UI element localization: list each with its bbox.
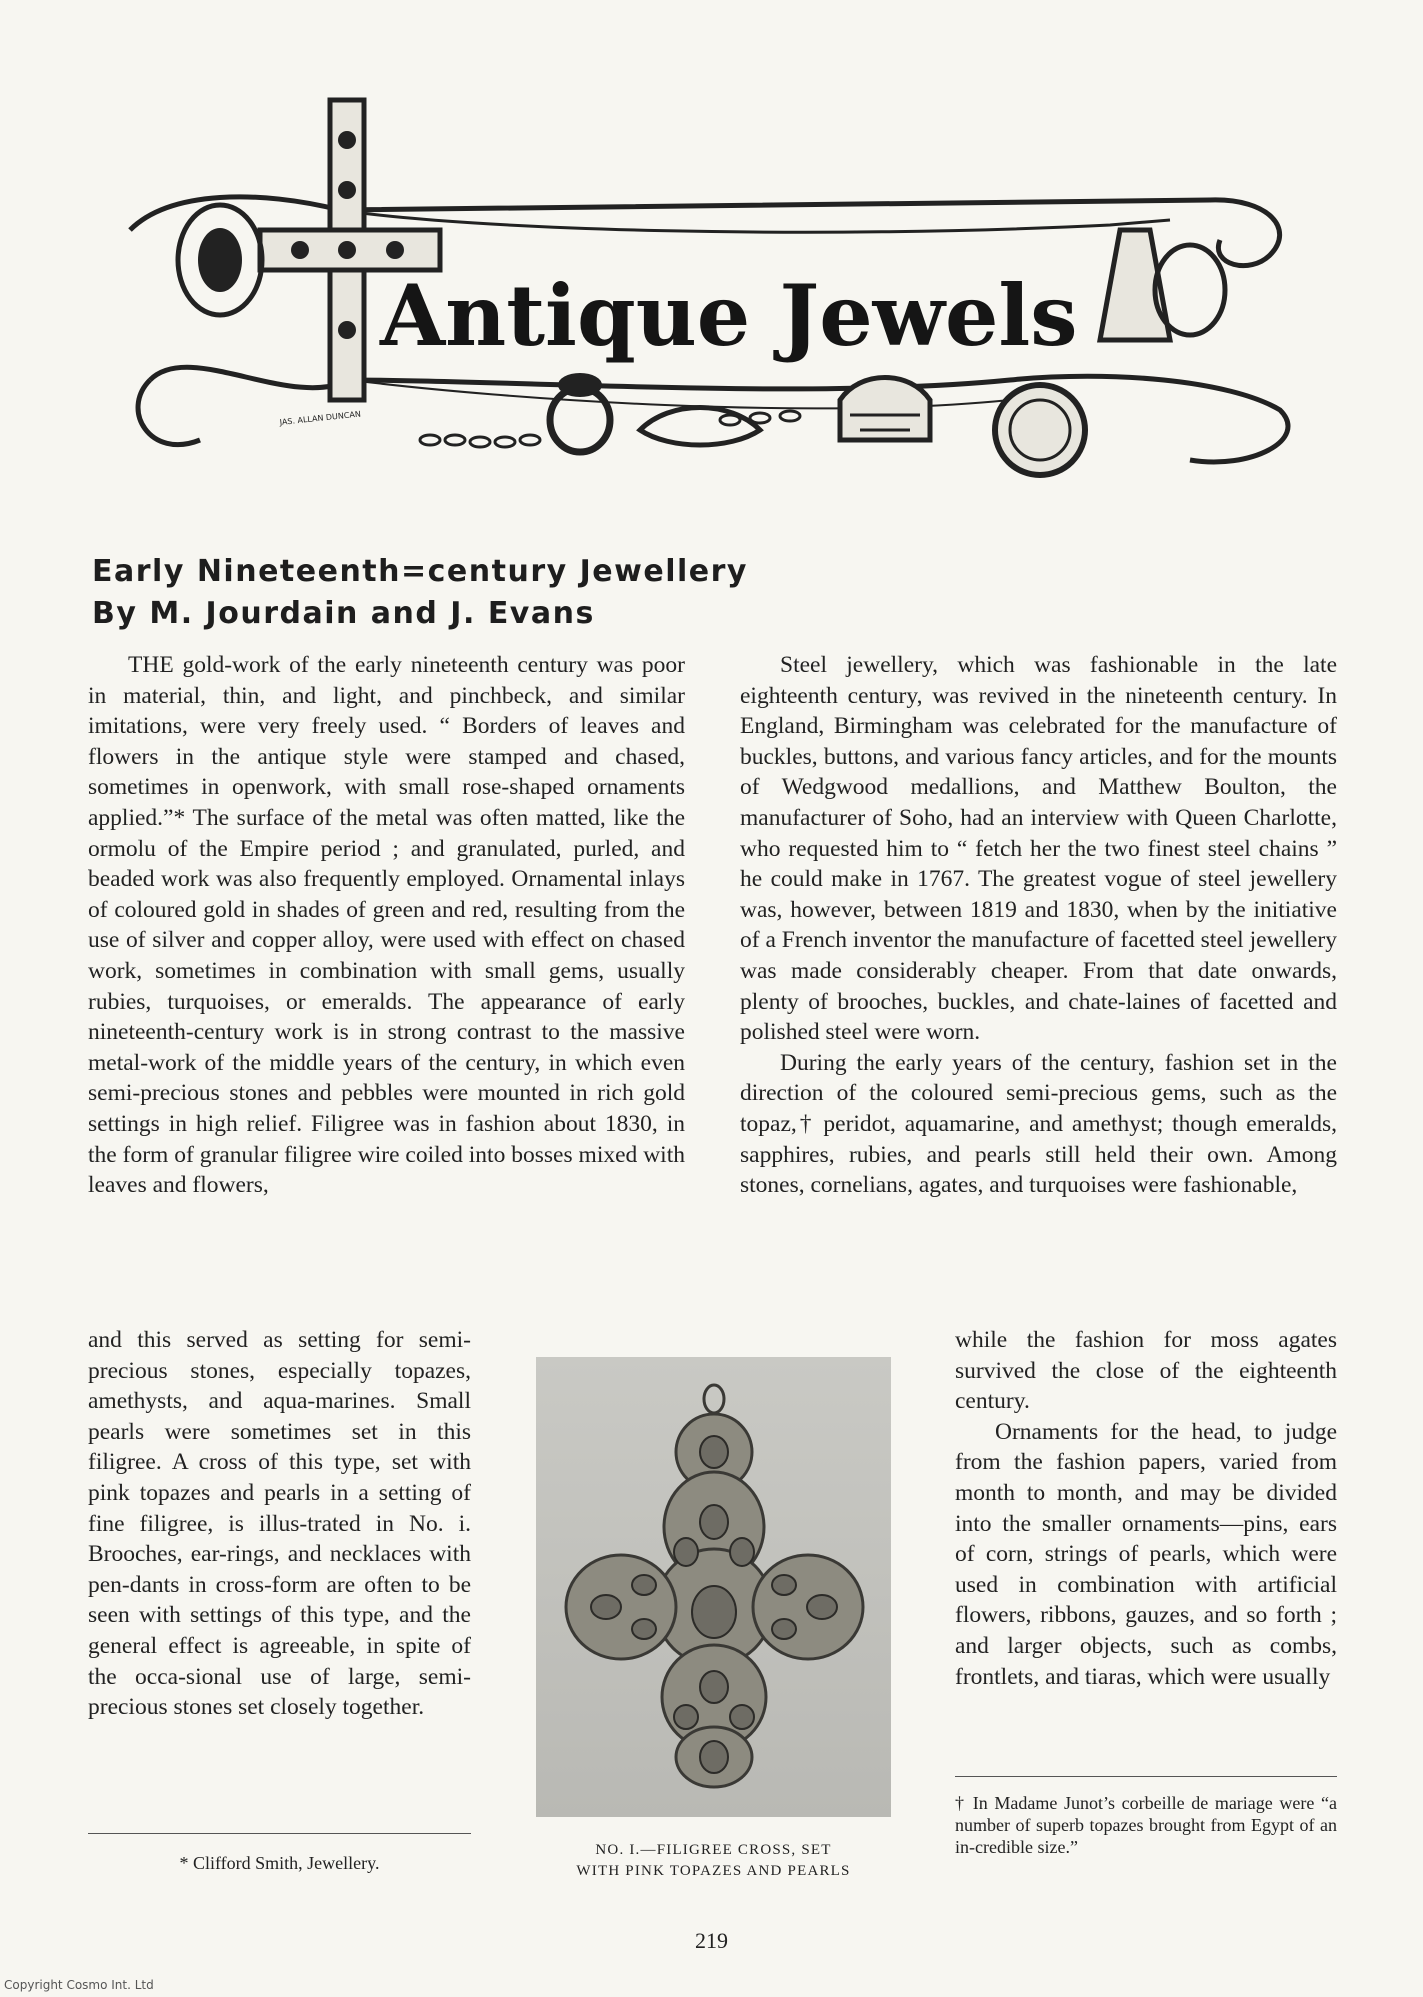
- filigree-cross-photo: [536, 1357, 891, 1817]
- scroll-ribbon-illustration: [110, 80, 1330, 510]
- paragraph: while the fashion for moss agates survived the close of the eighteenth century.: [955, 1327, 1337, 1415]
- copyright-credit: Copyright Cosmo Int. Ltd: [4, 1978, 154, 1992]
- footnote-left: * Clifford Smith, Jewellery.: [179, 1853, 380, 1873]
- right-column-narrow: [955, 1325, 1337, 1692]
- right-column: [740, 650, 1337, 1201]
- brooch-icon: [178, 205, 262, 315]
- figure-caption: [536, 1840, 891, 1882]
- title-banner: [110, 80, 1330, 510]
- pocket-watch-icon: [995, 385, 1085, 475]
- article-headline: Early Nineteenth=century Jewellery: [92, 554, 748, 589]
- fob-seal-icon: [1100, 230, 1225, 340]
- crown-icon: [840, 378, 930, 441]
- left-column: [88, 650, 685, 1201]
- footnote-rule: [88, 1833, 471, 1834]
- paragraph: THE gold-work of the early nineteenth century was poor in material, thin, and light, and pinchbeck, and similar imitations, were very freely used. “ Borders of leaves and flowers in the antique style were stamped and chased, sometimes in openwork, with small rose-shaped ornaments applied.”* The surface of the metal was often matted, like the ormolu of the Empire period ; and granulated, purled, and beaded work was also frequently employed. Ornamental inlays of coloured gold in shades of green and red, resulting from the use of silver and copper alloy, were used with effect on chased work, sometimes in combination with small gems, usually rubies, turquoises, or emeralds. The appearance of early nineteenth-century work is in strong contrast to the massive metal-work of the middle years of the century, in which even semi-precious stones and pebbles were mounted in rich gold settings in high relief. Filigree was in fashion about 1830, in the form of granular filigree wire coiled into bosses mixed with leaves and flowers,: [88, 652, 685, 1199]
- paragraph: During the early years of the century, fashion set in the direction of the coloured semi-precious gems, such as the topaz,† peridot, aquamarine, and amethyst; though emeralds, sapphires, rubies, and pearls still held their own. Among stones, cornelians, agates, and turquoises were fashionable,: [740, 1049, 1337, 1199]
- left-column-narrow: [88, 1325, 471, 1723]
- artist-signature: JAS. ALLAN DUNCAN: [279, 409, 362, 427]
- caption-line: WITH PINK TOPAZES AND PEARLS: [576, 1863, 851, 1879]
- lion-clasp-icon: [640, 408, 760, 446]
- article-byline: By M. Jourdain and J. Evans: [92, 596, 595, 631]
- ring-icon: [550, 373, 610, 452]
- page-number: 219: [695, 1928, 728, 1953]
- cross-illustration: [536, 1357, 891, 1817]
- paragraph: Ornaments for the head, to judge from the fashion papers, varied from month to month, and may be divided into the smaller ornaments—pins, ears of corn, strings of pearls, which were used in combination with artificial flowers, ribbons, gauzes, and so forth ; and larger objects, such as combs, frontlets, and tiaras, which were usually: [955, 1418, 1337, 1690]
- paragraph: and this served as setting for semi-precious stones, especially topazes, amethysts, and aqua-marines. Small pearls were sometimes set in this filigree. A cross of this type, set with pink topazes and pearls in a setting of fine filigree, is illus-trated in No. i. Brooches, ear-rings, and necklaces with pen-dants in cross-form are often to be seen with settings of this type, and the general effect is agreeable, in spite of the occa-sional use of large, semi-precious stones set closely together.: [88, 1327, 471, 1721]
- paragraph: Steel jewellery, which was fashionable in the late eighteenth century, was revived in the nineteenth century. In England, Birmingham was celebrated for the manufacture of buckles, buttons, and various fancy articles, and for the mounts of Wedgwood medallions, and Matthew Boulton, the manufacturer of Soho, had an interview with Queen Charlotte, who requested him to “ fetch her the two finest steel chains ” he could make in 1767. The greatest vogue of steel jewellery was, however, between 1819 and 1830, when by the initiative of a French inventor the manufacture of facetted steel jewellery was made considerably cheaper. From that date onwards, plenty of brooches, buckles, and chate-laines of facetted and polished steel were worn.: [740, 652, 1338, 1046]
- footnote-right: † In Madame Junot’s corbeille de mariage were “a number of superb topazes brought from Egypt of an in-credible size.”: [955, 1793, 1337, 1857]
- caption-line: NO. I.—FILIGREE CROSS, SET: [595, 1842, 832, 1858]
- footnote-rule: [955, 1776, 1337, 1777]
- banner-title: Antique Jewels: [380, 266, 1078, 365]
